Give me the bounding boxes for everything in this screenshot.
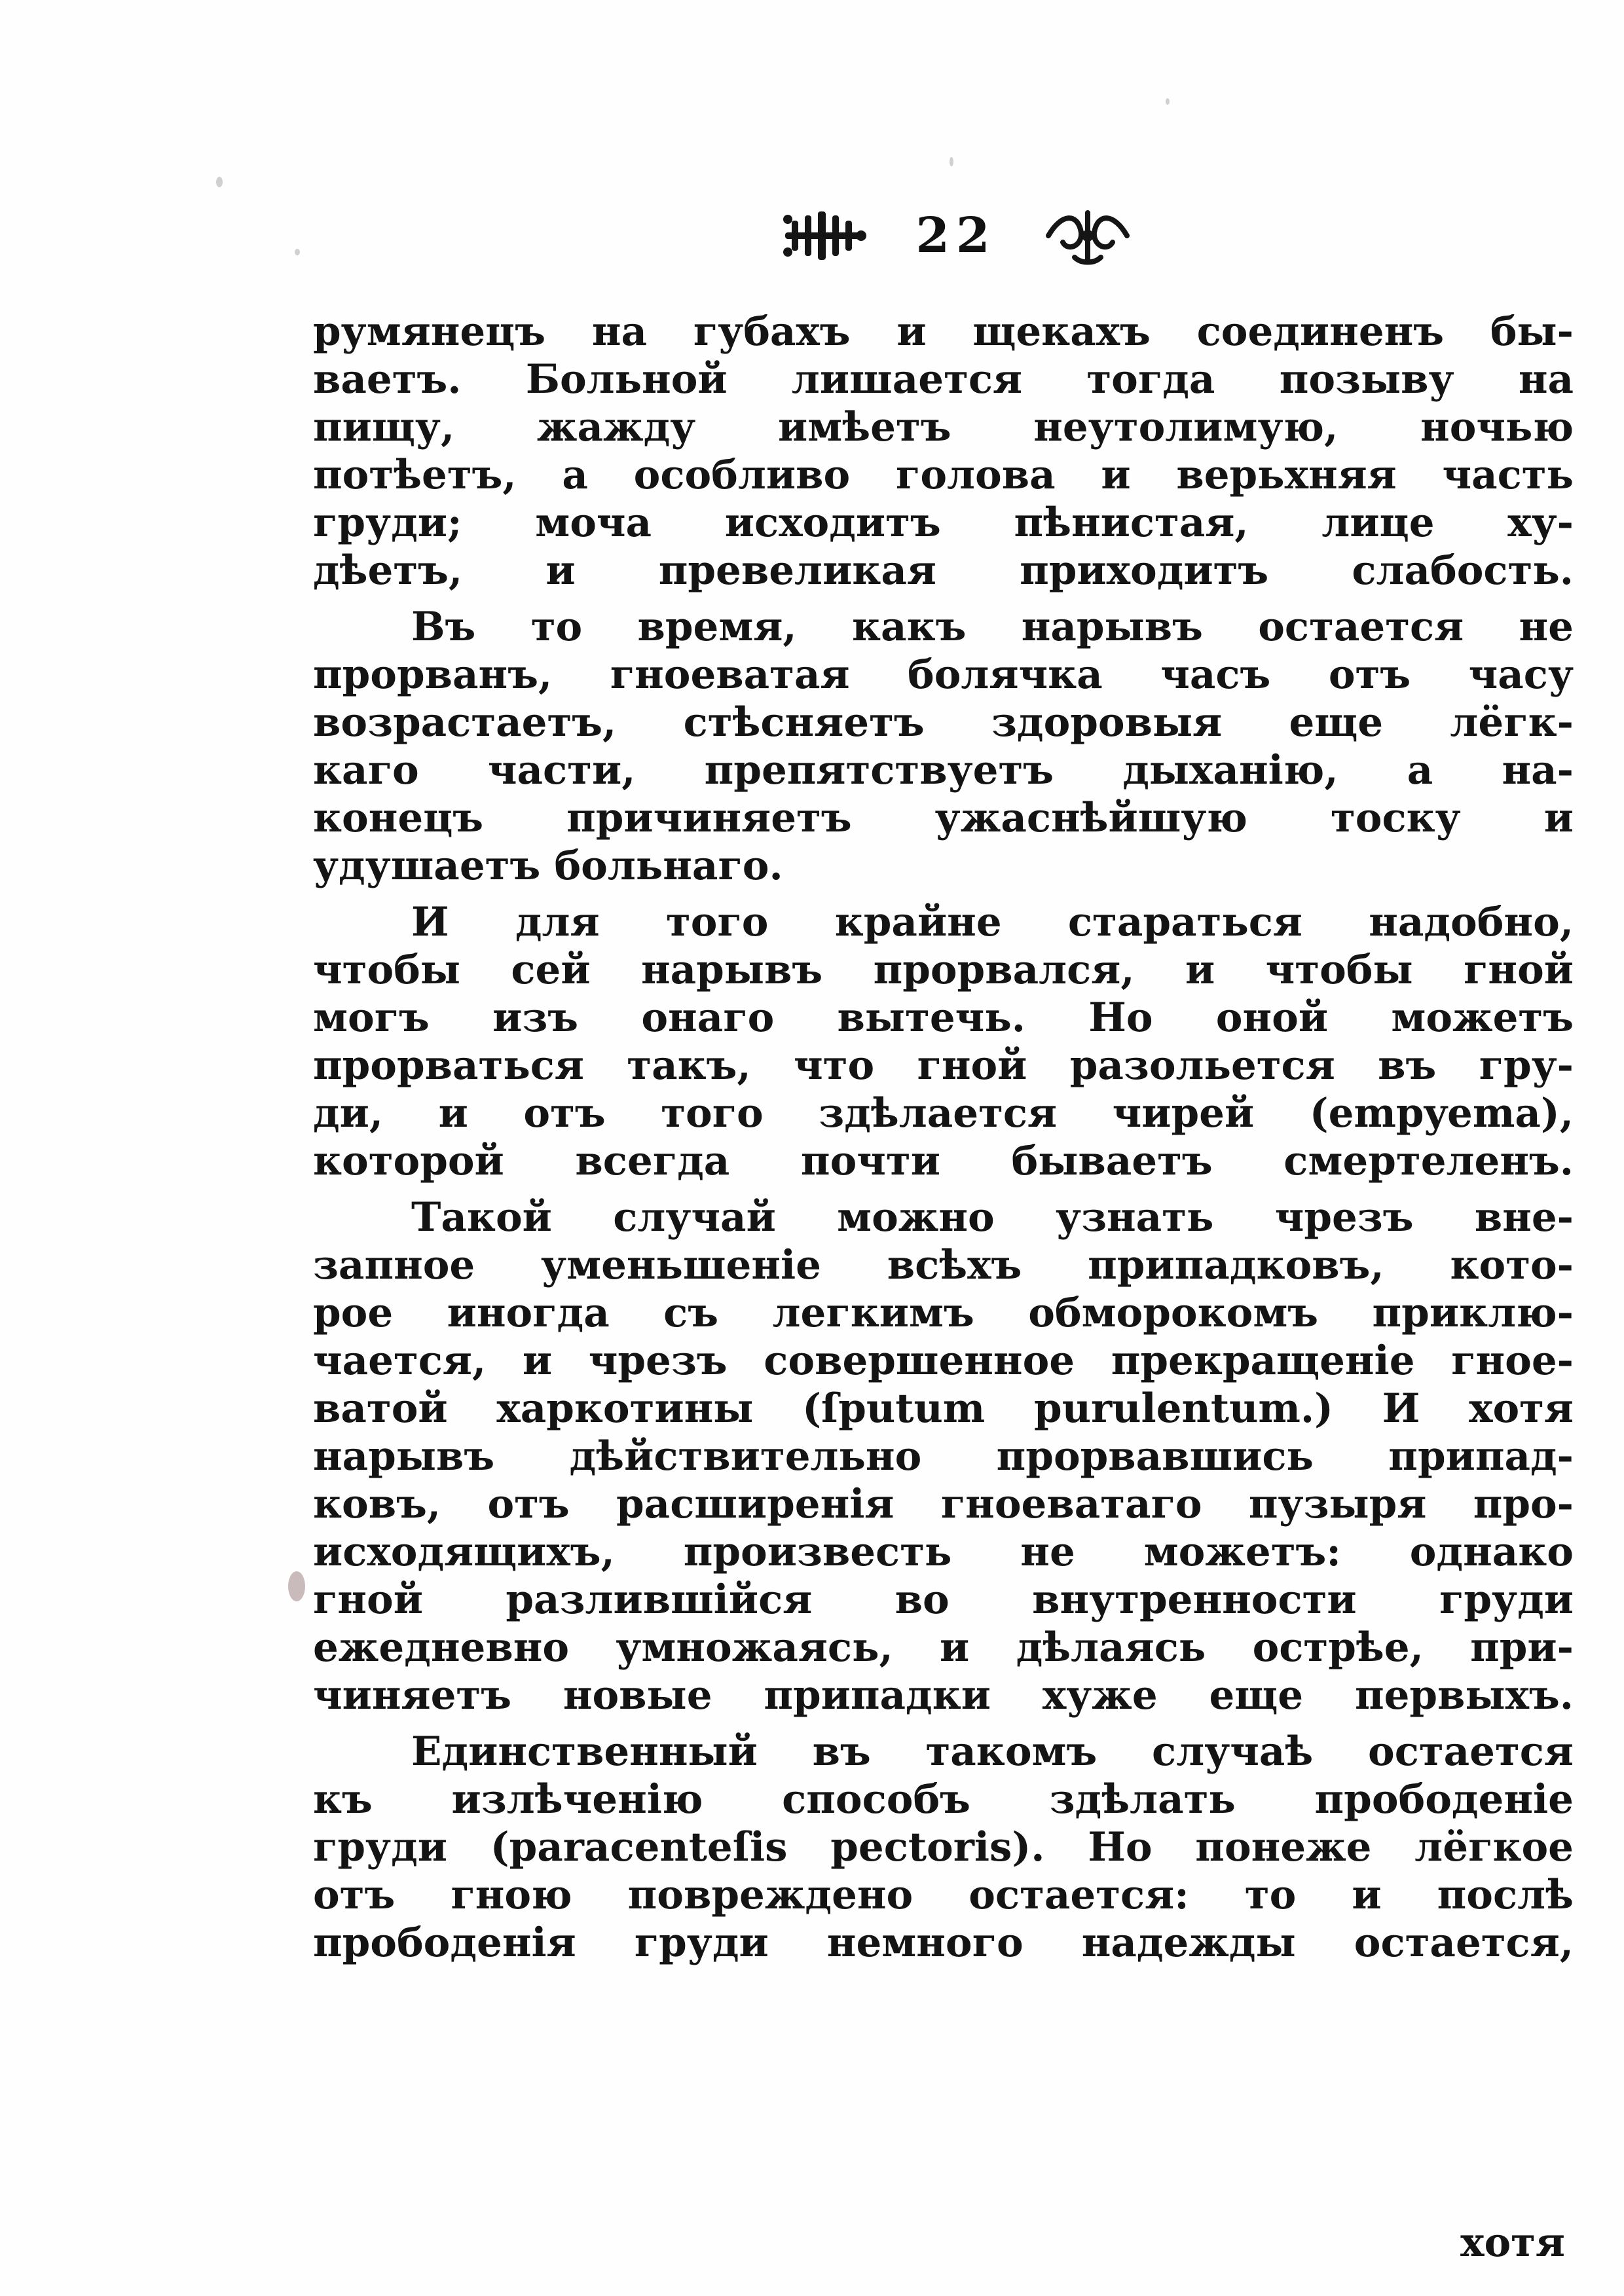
text-line: ковъ, отъ расширенія гноеватаго пузыря про- [313, 1481, 1574, 1527]
paragraph-2 [313, 603, 1574, 890]
text-line: прорваться такъ, что гной разольется въ гру- [313, 1042, 1574, 1089]
paragraph-4 [313, 1194, 1574, 1719]
text-line: удушаетъ больнаго. [313, 843, 783, 889]
text-line: груди (paracenteſis pectoris). Но понеже лёгкое [313, 1824, 1574, 1870]
right-fleuron-icon [1042, 206, 1134, 265]
text-line: гной разлившійся во внутренности груди [313, 1576, 1574, 1623]
text-line: чтобы сей нарывъ прорвался, и чтобы гной [313, 947, 1574, 993]
page-header [747, 196, 1166, 275]
text-line: прободенія груди немного надежды остается, [313, 1920, 1574, 1966]
page-number: 22 [915, 208, 997, 264]
body-text [313, 308, 1574, 1975]
text-line: Такой случай можно узнать чрезъ вне- [411, 1194, 1574, 1241]
scan-speck [950, 157, 953, 166]
text-line: чается, и чрезъ совершенное прекращеніе гное- [313, 1338, 1574, 1384]
text-line: къ излѣченію способъ здѣлать прободеніе [313, 1776, 1574, 1823]
text-line: чиняетъ новые припадки хуже еще первыхъ. [313, 1672, 1574, 1719]
text-line: румянецъ на губахъ и щекахъ соединенъ бы- [313, 308, 1574, 355]
paragraph-5 [313, 1728, 1574, 1967]
text-line: конецъ причиняетъ ужаснѣйшую тоску и [313, 795, 1574, 841]
left-fleuron-icon [779, 206, 870, 265]
text-line: ватой харкотины (ſputum purulentum.) И хотя [313, 1385, 1574, 1432]
text-line: Единственный въ такомъ случаѣ остается [411, 1728, 1574, 1775]
scan-speck [288, 1571, 305, 1601]
text-line: пищу, жажду имѣетъ неутолимую, ночью [313, 404, 1574, 450]
text-line: каго части, препятствуетъ дыханію, а на- [313, 747, 1574, 793]
text-line: могъ изъ онаго вытечь. Но оной можетъ [313, 994, 1574, 1041]
scan-speck [295, 249, 300, 255]
text-line: нарывъ дѣйствительно прорвавшись припад- [313, 1433, 1574, 1480]
catchword: хотя [1460, 2219, 1565, 2266]
paragraph-1 [313, 308, 1574, 594]
text-line: прорванъ, гноеватая болячка часъ отъ часу [313, 651, 1574, 698]
paragraph-3 [313, 898, 1574, 1185]
text-line: рое иногда съ легкимъ обморокомъ приклю- [313, 1290, 1574, 1336]
text-line: исходящихъ, произвесть не можетъ: однако [313, 1529, 1574, 1575]
text-line: отъ гною повреждено остается: то и послѣ [313, 1872, 1574, 1918]
scan-speck [216, 177, 223, 187]
text-line: И для того крайне стараться надобно, [411, 899, 1574, 945]
text-line: возрастаетъ, стѣсняетъ здоровыя еще лёгк- [313, 699, 1574, 746]
scan-speck [1166, 98, 1170, 105]
text-line: которой всегда почти бываетъ смертеленъ. [313, 1138, 1574, 1184]
text-line: груди; моча исходитъ пѣнистая, лице ху- [313, 500, 1574, 546]
text-line: запное уменьшеніе всѣхъ припадковъ, кото- [313, 1242, 1574, 1288]
text-line: Въ то время, какъ нарывъ остается не [411, 604, 1574, 650]
text-line: потѣетъ, а особливо голова и верьхняя часть [313, 452, 1574, 498]
text-line: дѣетъ, и превеликая приходитъ слабость. [313, 547, 1574, 594]
text-line: ежедневно умножаясь, и дѣлаясь острѣе, при- [313, 1624, 1574, 1671]
text-line: ваетъ. Больной лишается тогда позыву на [313, 356, 1574, 403]
text-line: ди, и отъ того здѣлается чирей (empyema), [313, 1090, 1574, 1137]
